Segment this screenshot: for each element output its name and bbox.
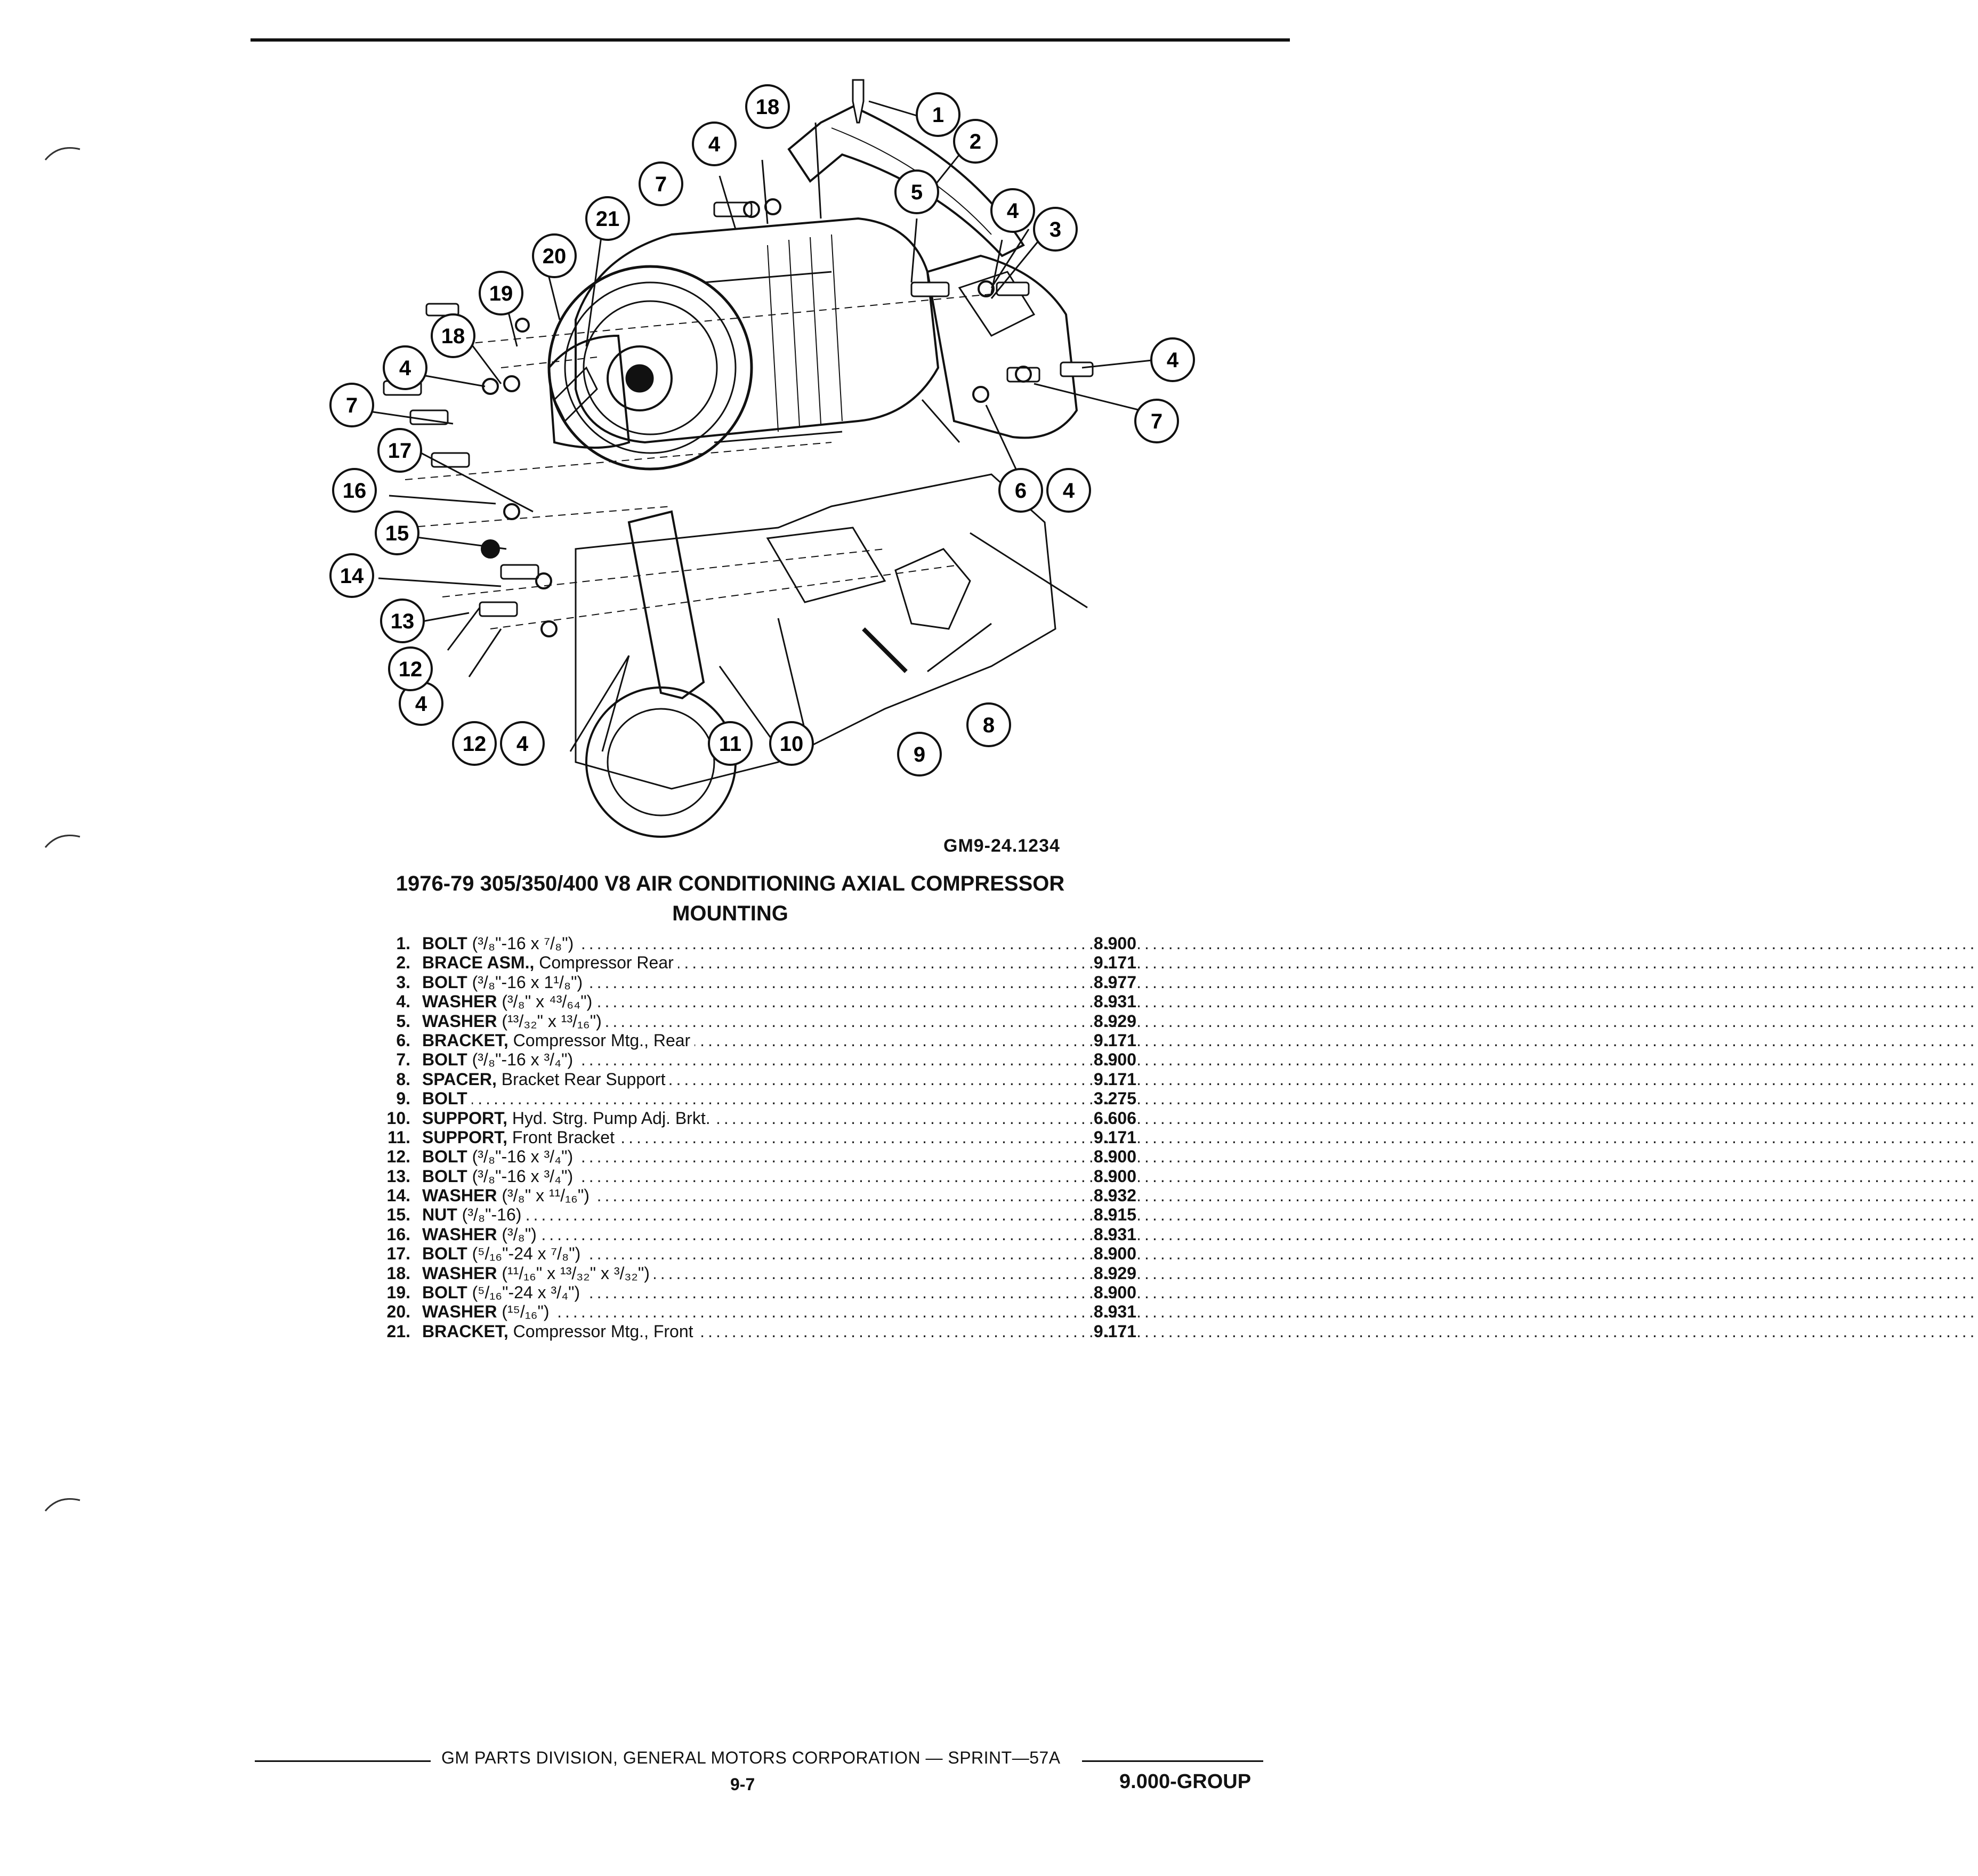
- group-code: 8.915: [1093, 1205, 1136, 1225]
- part-number: 14.: [386, 1186, 410, 1206]
- callout-13: [381, 600, 424, 642]
- callout-8: [967, 704, 1010, 746]
- group-code: 8.900: [1093, 1147, 1136, 1167]
- callout-18b: [746, 85, 789, 128]
- callout-19: [480, 272, 522, 314]
- part-name: SPACER,: [422, 1069, 497, 1089]
- group-code: 9.171: [1093, 1127, 1136, 1147]
- list-item: [368, 1264, 1162, 1283]
- list-item: [368, 1147, 1162, 1166]
- part-description: [410, 992, 1051, 1012]
- part-name: WASHER: [422, 1224, 497, 1244]
- part-number: 15.: [386, 1205, 410, 1225]
- part-spec: Compressor Mtg., Front: [508, 1321, 693, 1341]
- svg-text:19: 19: [489, 282, 513, 305]
- svg-text:10: 10: [779, 732, 804, 756]
- list-item: [368, 1244, 1162, 1263]
- svg-text:18: 18: [755, 95, 780, 119]
- list-item: [368, 1109, 1162, 1128]
- compressor-pulley: [549, 266, 752, 469]
- part-number: 17.: [386, 1244, 410, 1264]
- svg-text:21: 21: [595, 207, 620, 231]
- svg-text:4: 4: [399, 357, 411, 380]
- part-name: BOLT: [422, 1147, 467, 1167]
- part-number: 21.: [386, 1321, 410, 1341]
- part-name: SUPPORT,: [422, 1127, 508, 1147]
- part-number: 7.: [396, 1050, 410, 1070]
- callout-12a: [453, 722, 496, 765]
- part-spec: Compressor Mtg., Rear: [508, 1030, 691, 1050]
- front-bracket: [549, 336, 629, 448]
- part-number: 16.: [386, 1224, 410, 1244]
- page-number: 9-7: [730, 1775, 755, 1794]
- part-name: SUPPORT,: [422, 1108, 508, 1128]
- svg-text:20: 20: [542, 245, 567, 268]
- callout-20: [533, 234, 576, 277]
- svg-text:7: 7: [655, 173, 667, 196]
- figure-id: GM9-24.1234: [943, 836, 1060, 856]
- part-number: 9.: [396, 1089, 410, 1109]
- svg-text:8: 8: [982, 714, 995, 737]
- callout-14: [330, 554, 373, 597]
- part-number: 20.: [386, 1302, 410, 1322]
- part-number: 1.: [396, 934, 410, 953]
- callout-7b: [330, 384, 373, 426]
- svg-text:2: 2: [969, 130, 982, 153]
- group-code: 8.932: [1093, 1186, 1136, 1206]
- part-description: [410, 1186, 1051, 1206]
- part-description: [410, 953, 1051, 973]
- part-description: [410, 1167, 1051, 1186]
- list-item: [368, 1322, 1162, 1341]
- callout-4d: [501, 722, 544, 765]
- exploded-diagram: [298, 69, 1179, 799]
- callout-12b: [389, 648, 432, 690]
- part-number: 8.: [396, 1069, 410, 1089]
- part-spec: (¹⁵/₁₆"): [497, 1302, 550, 1322]
- footer-text: GM PARTS DIVISION, GENERAL MOTORS CORPORATION — SPRINT—57A: [441, 1748, 1061, 1767]
- list-item: [368, 1089, 1162, 1108]
- parts-list: [368, 934, 1162, 1341]
- group-code: 8.900: [1093, 1050, 1136, 1070]
- svg-text:1: 1: [932, 103, 944, 127]
- part-description: [410, 1128, 1051, 1147]
- part-number: 6.: [396, 1030, 410, 1050]
- callout-16: [333, 469, 376, 512]
- binder-mark: [43, 141, 85, 163]
- callout-4g: [693, 123, 736, 165]
- callout-4a: [991, 189, 1034, 232]
- list-item: [368, 1283, 1162, 1302]
- part-description: [410, 1205, 1051, 1225]
- part-description: [410, 934, 1051, 953]
- callout-4b: [1151, 338, 1194, 381]
- svg-text:3: 3: [1049, 218, 1062, 241]
- list-item: [368, 1302, 1162, 1321]
- callout-7c: [640, 163, 682, 205]
- svg-text:14: 14: [340, 564, 364, 588]
- part-number: 18.: [386, 1263, 410, 1283]
- callout-4f: [384, 346, 426, 389]
- list-item: [368, 1128, 1162, 1147]
- callout-11: [709, 722, 752, 765]
- part-spec: (¹³/₃₂" x ¹³/₁₆"): [497, 1011, 602, 1031]
- svg-text:4: 4: [708, 133, 721, 156]
- callout-10: [770, 722, 813, 765]
- part-spec: (³/₈"-16 x ³/₄"): [467, 1147, 574, 1167]
- group-code: 8.900: [1093, 934, 1136, 953]
- svg-text:12: 12: [398, 658, 423, 681]
- callout-2: [954, 120, 997, 163]
- part-description: [410, 1225, 1051, 1244]
- part-number: 10.: [386, 1108, 410, 1128]
- callout-17: [378, 429, 421, 472]
- group-code: 8.929: [1093, 1011, 1136, 1031]
- svg-text:5: 5: [910, 181, 923, 204]
- part-spec: Hyd. Strg. Pump Adj. Brkt.: [507, 1108, 711, 1128]
- group-code: 9.171: [1093, 1030, 1136, 1050]
- part-name: BOLT: [422, 934, 467, 953]
- part-description: [410, 1089, 1051, 1109]
- callout-4c: [1047, 469, 1090, 512]
- group-label: 9.000-GROUP: [1119, 1770, 1252, 1793]
- group-code: 8.900: [1093, 1166, 1136, 1186]
- group-code: 9.171: [1093, 953, 1136, 973]
- part-name: WASHER: [422, 1302, 497, 1322]
- list-item: [368, 1186, 1162, 1205]
- part-spec: (³/₈"-16): [457, 1205, 522, 1225]
- part-spec: (³/₈"-16 x 1¹/₈"): [467, 972, 583, 992]
- part-name: BRACKET,: [422, 1030, 508, 1050]
- part-spec: (³/₈" x ⁴³/₆₄"): [497, 992, 593, 1012]
- group-code: 6.606: [1093, 1108, 1136, 1128]
- part-description: [410, 1031, 1051, 1050]
- svg-text:4: 4: [1166, 349, 1179, 372]
- part-spec: Front Bracket: [507, 1127, 615, 1147]
- part-spec: Compressor Rear: [534, 953, 674, 973]
- part-description: [410, 1012, 1051, 1031]
- group-code: 3.275: [1093, 1089, 1136, 1109]
- group-code: 8.931: [1093, 992, 1136, 1012]
- part-description: [410, 1147, 1051, 1167]
- bolt-1: [853, 80, 863, 123]
- list-item: [368, 1225, 1162, 1244]
- binder-mark: [43, 1492, 85, 1514]
- part-name: BOLT: [422, 1050, 467, 1070]
- part-spec: (³/₈" x ¹¹/₁₆"): [497, 1186, 590, 1206]
- part-spec: (⁵/₁₆"-24 x ³/₄"): [467, 1283, 580, 1303]
- part-spec: (³/₈"-16 x ³/₄"): [467, 1050, 574, 1070]
- part-description: [410, 1109, 1051, 1128]
- part-name: BOLT: [422, 1089, 467, 1109]
- part-number: 2.: [396, 953, 410, 973]
- part-name: WASHER: [422, 992, 497, 1012]
- list-item: [368, 1031, 1162, 1050]
- group-code: 8.900: [1093, 1244, 1136, 1264]
- callout-15: [376, 512, 418, 554]
- part-name: WASHER: [422, 1186, 497, 1206]
- group-code: 8.931: [1093, 1302, 1136, 1322]
- part-spec: (³/₈"-16 x ³/₄"): [467, 1166, 574, 1186]
- svg-text:4: 4: [1062, 479, 1075, 503]
- svg-text:4: 4: [516, 732, 529, 756]
- svg-text:7: 7: [345, 394, 358, 417]
- part-name: BOLT: [422, 1283, 467, 1303]
- part-name: BRACKET,: [422, 1321, 508, 1341]
- part-number: 5.: [396, 1011, 410, 1031]
- list-item: [368, 934, 1162, 953]
- list-item: [368, 973, 1162, 992]
- footer-rule-right: [1082, 1760, 1263, 1762]
- part-number: 4.: [396, 992, 410, 1012]
- part-spec: (⁵/₁₆"-24 x ⁷/₈"): [467, 1244, 581, 1264]
- part-spec: (³/₈"): [497, 1224, 537, 1244]
- list-item: [368, 953, 1162, 972]
- callout-21: [586, 197, 629, 240]
- list-item: [368, 1050, 1162, 1069]
- svg-text:15: 15: [385, 522, 409, 545]
- callout-1: [917, 93, 959, 136]
- title-line-1: 1976-79 305/350/400 V8 AIR CONDITIONING AXIAL COMPRESSOR: [395, 872, 1065, 895]
- svg-text:7: 7: [1150, 410, 1163, 433]
- part-number: 12.: [386, 1147, 410, 1167]
- page-title: [373, 869, 1087, 928]
- part-description: [410, 1244, 1051, 1264]
- part-number: 11.: [387, 1127, 410, 1147]
- part-name: NUT: [422, 1205, 457, 1225]
- part-name: BOLT: [422, 1244, 467, 1264]
- group-code: 9.171: [1093, 1069, 1136, 1089]
- part-description: [410, 1283, 1051, 1303]
- part-name: WASHER: [422, 1011, 497, 1031]
- part-name: BOLT: [422, 972, 467, 992]
- part-spec: (¹¹/₁₆" x ¹³/₃₂" x ³/₃₂"): [497, 1263, 650, 1283]
- part-number: 13.: [386, 1166, 410, 1186]
- part-name: BOLT: [422, 1166, 467, 1186]
- callout-6: [999, 469, 1042, 512]
- part-spec: Bracket Rear Support: [496, 1069, 666, 1089]
- callout-18a: [432, 314, 474, 357]
- top-rule: [251, 38, 1290, 42]
- part-number: 3.: [396, 972, 410, 992]
- callout-3: [1034, 208, 1077, 250]
- list-item: [368, 992, 1162, 1011]
- part-name: WASHER: [422, 1263, 497, 1283]
- group-code: 8.977: [1093, 972, 1136, 992]
- part-name: BRACE ASM.,: [422, 953, 535, 973]
- part-description: [410, 1070, 1051, 1089]
- svg-text:17: 17: [387, 439, 412, 463]
- part-description: [410, 1264, 1051, 1283]
- part-spec: (³/₈"-16 x ⁷/₈"): [467, 934, 574, 953]
- callout-9: [898, 733, 941, 775]
- list-item: [368, 1167, 1162, 1186]
- svg-text:16: 16: [342, 479, 367, 503]
- svg-text:13: 13: [390, 610, 415, 633]
- footer-rule-left: [255, 1760, 431, 1762]
- svg-text:4: 4: [1006, 199, 1019, 223]
- group-code: 9.171: [1093, 1321, 1136, 1341]
- svg-text:12: 12: [462, 732, 487, 756]
- group-code: 8.929: [1093, 1263, 1136, 1283]
- part-description: [410, 1302, 1051, 1322]
- svg-text:9: 9: [913, 743, 926, 766]
- part-description: [410, 1050, 1051, 1070]
- part-description: [410, 973, 1051, 992]
- part-number: 19.: [386, 1283, 410, 1303]
- binder-mark: [43, 829, 85, 850]
- svg-text:4: 4: [415, 692, 427, 716]
- group-code: 8.931: [1093, 1224, 1136, 1244]
- title-line-2: MOUNTING: [672, 902, 788, 925]
- callout-7a: [1135, 400, 1178, 442]
- list-item: [368, 1205, 1162, 1224]
- callout-5: [895, 171, 938, 213]
- part-description: [410, 1322, 1051, 1341]
- list-item: [368, 1012, 1162, 1031]
- list-item: [368, 1070, 1162, 1089]
- group-code: 8.900: [1093, 1283, 1136, 1303]
- svg-text:18: 18: [441, 325, 465, 348]
- svg-text:6: 6: [1014, 479, 1027, 503]
- svg-text:11: 11: [718, 732, 742, 756]
